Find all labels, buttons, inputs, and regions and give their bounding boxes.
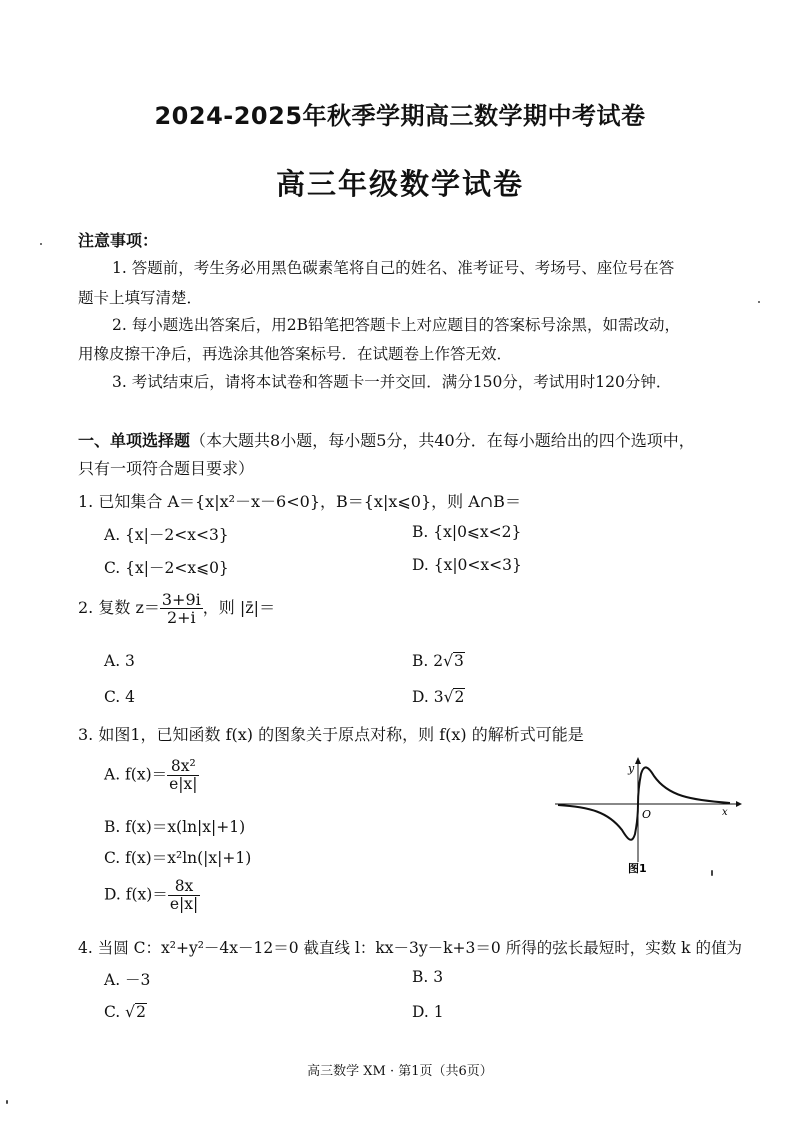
q2-fraction: [160, 591, 203, 626]
q1-option-a: A. {x|－2<x<3}: [104, 526, 229, 544]
notice-heading: 注意事项：: [78, 231, 159, 250]
q4-option-d: D. 1: [412, 1003, 444, 1021]
q4-stem: 4. 当圆 C：x²+y²－4x－12＝0 截直线 l：kx－3y－k+3＝0 所得的弦长最短时，实数 k 的值为: [78, 939, 742, 957]
q3-option-d-fraction: [168, 878, 200, 913]
q2-numerator: 3+9i: [161, 590, 201, 609]
fig-x-label: x: [722, 807, 728, 818]
x-axis-arrow-icon: [736, 801, 742, 807]
scan-speck: [711, 870, 713, 876]
exam-subtitle: 高三年级数学试卷: [275, 167, 524, 201]
q2-option-d-root: 2: [454, 688, 465, 706]
section-desc: （本大题共8小题，每小题5分，共40分．在每小题给出的四个选项中，: [190, 431, 695, 450]
q3-option-a-fraction: [167, 758, 199, 793]
q2-option-c: C. 4: [104, 688, 136, 706]
fig-y-label: y: [628, 762, 635, 775]
q2-option-a: A. 3: [104, 652, 135, 670]
page-footer: 高三数学 XM · 第1页（共6页）: [307, 1064, 493, 1079]
exam-title: 2024-2025年秋季学期高三数学期中考试卷: [154, 102, 646, 130]
q4-option-c: C. √2: [104, 1003, 146, 1021]
q4-option-c-prefix: C.: [104, 1003, 126, 1021]
q3-stem: 3. 如图1，已知函数 f(x) 的图象关于原点对称，则 f(x) 的解析式可能是: [78, 725, 584, 744]
notice-item-1-cont: 题卡上填写清楚．: [78, 289, 203, 307]
q4-option-b: B. 3: [412, 968, 444, 986]
notice-item-1: 1. 答题前，考生务必用黑色碳素笔将自己的姓名、准考证号、考场号、座位号在答: [112, 259, 675, 277]
q1-option-c: C. {x|－2<x⩽0}: [104, 559, 229, 577]
q2-stem: [78, 591, 275, 626]
q2-option-b-prefix: B. 2: [412, 652, 444, 670]
q2-suffix: ，则 |z̄|＝: [202, 598, 276, 617]
q3-option-a: [104, 758, 199, 793]
q4-option-a: A. －3: [104, 971, 151, 989]
notice-item-2-cont: 用橡皮擦干净后，再选涂其他答案标号．在试题卷上作答无效．: [78, 345, 513, 363]
q2-prefix: 2. 复数 z＝: [78, 598, 160, 617]
y-axis-arrow-icon: [635, 757, 641, 764]
q3-option-c: C. f(x)＝x²ln(|x|+1): [104, 849, 252, 867]
q4-option-c-root: 2: [136, 1003, 146, 1021]
q3-option-b: B. f(x)＝x(ln|x|+1): [104, 818, 246, 836]
q3-option-d-den: e|x|: [169, 895, 199, 913]
q1-option-b: B. {x|0⩽x<2}: [412, 523, 522, 541]
q2-option-d: D. 3√2: [412, 688, 465, 706]
q2-option-d-prefix: D. 3: [412, 688, 444, 706]
section-heading: [78, 428, 695, 451]
q2-option-b-root: 3: [454, 652, 464, 670]
q3-option-d-prefix: D. f(x)＝: [104, 885, 168, 904]
section-desc-cont: 只有一项符合题目要求）: [78, 459, 255, 478]
fig-origin-label: O: [642, 808, 652, 821]
q2-option-b: B. 2√3: [412, 652, 464, 670]
q3-option-a-prefix: A. f(x)＝: [104, 765, 168, 784]
q2-denominator: 2+i: [166, 608, 196, 627]
q3-option-a-num: 8x²: [167, 758, 199, 776]
scan-speck: [40, 243, 42, 245]
q3-option-a-den: e|x|: [169, 775, 198, 793]
scan-speck: [6, 1100, 8, 1104]
section-title: 一、单项选择题: [78, 431, 191, 450]
q3-option-d: [104, 878, 200, 913]
q1-option-d: D. {x|0<x<3}: [412, 556, 522, 574]
notice-item-3: 3. 考试结束后，请将本试卷和答题卡一并交回．满分150分，考试用时120分钟．: [112, 373, 672, 391]
q3-option-d-num: 8x: [168, 878, 200, 896]
q1-stem: 1. 已知集合 A＝{x|x²－x－6<0}，B＝{x|x⩽0}，则 A∩B＝: [78, 492, 521, 511]
notice-item-2: 2. 每小题选出答案后，用2B铅笔把答题卡上对应题目的答案标号涂黑，如需改动，: [112, 316, 680, 334]
figure-1-graph: [550, 752, 750, 882]
figure-caption: 图1: [628, 862, 647, 875]
scan-speck: [758, 301, 760, 303]
